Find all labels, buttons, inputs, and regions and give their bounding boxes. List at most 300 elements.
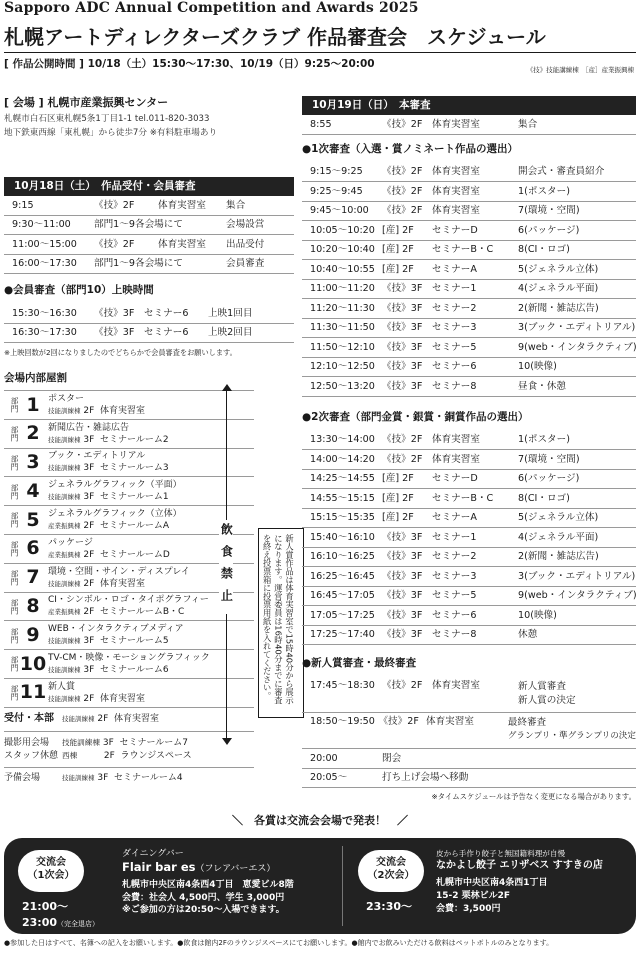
round2-row-col1: 《技》2F bbox=[382, 453, 423, 465]
round1-row-col0: 10:05～10:20 bbox=[310, 224, 375, 236]
divider bbox=[4, 52, 636, 53]
member-row-col2: セミナー6 bbox=[144, 307, 189, 319]
round2-row bbox=[302, 470, 636, 490]
round1-row-col1: 《技》3F bbox=[382, 380, 423, 392]
schedule-note: ※タイムスケジュールは予告なく変更になる場合があります。 bbox=[431, 792, 636, 801]
round1-row-col2: 体育実習室 bbox=[432, 166, 480, 177]
dept-bldg: 産業振興棟 bbox=[48, 608, 81, 617]
round1-row bbox=[302, 280, 636, 300]
dept-name: 環境・空間・サイン・ディスプレイ bbox=[48, 566, 190, 577]
dept-bldg: 技能訓練棟 bbox=[48, 579, 81, 588]
round2-row-col0: 16:25～16:45 bbox=[310, 570, 375, 582]
dept-row bbox=[4, 650, 254, 679]
party1-genre: ダイニングバー bbox=[122, 849, 184, 859]
round1-row bbox=[302, 377, 636, 397]
dept-name: 新人賞 bbox=[48, 681, 76, 692]
exhibit-time bbox=[4, 58, 375, 71]
dept-name: CI・シンボル・ロゴ・タイポグラフィー bbox=[48, 595, 209, 606]
dept-room: 体育実習室 bbox=[100, 405, 146, 416]
dept-floor: 2F bbox=[83, 405, 95, 416]
dept-name: TV-CM・映像・モーショングラフィック bbox=[48, 652, 210, 663]
venue-address: 札幌市白石区東札幌5条1丁目1-1 tel.011-820-3033 bbox=[4, 114, 210, 125]
final-a: 最終審査 bbox=[507, 717, 547, 728]
venue-block bbox=[4, 96, 292, 138]
round2-row-col2: セミナー3 bbox=[432, 570, 477, 582]
round1-row-col3: 4(ジェネラル平面) bbox=[518, 283, 599, 294]
dept-number: 9 bbox=[26, 623, 40, 646]
round2-row-col2: セミナー5 bbox=[432, 590, 477, 601]
round2-row-col1: 《技》3F bbox=[382, 609, 423, 621]
round1-row-col3: 開会式・審査員紹介 bbox=[518, 166, 605, 177]
final-bldg: 《技》2F bbox=[382, 680, 423, 691]
round1-row-col0: 11:20～11:30 bbox=[310, 302, 375, 314]
day2-row-col0: 8:55 bbox=[310, 118, 332, 130]
dept-bu-label: 部門 bbox=[10, 512, 19, 528]
round1-row-col3: 2(新聞・雑誌広告) bbox=[518, 302, 599, 314]
round1-row bbox=[302, 338, 636, 358]
arrow-up-icon bbox=[222, 384, 232, 391]
day2-header: 10月19日（日） 本審査 bbox=[302, 96, 636, 115]
member-row-col3: 上映2回目 bbox=[208, 327, 253, 338]
dept-bldg: 技能訓練棟 bbox=[48, 666, 81, 675]
round1-row-col3: 昼食・休憩 bbox=[518, 380, 566, 392]
dept-bldg: 技能訓練棟 bbox=[48, 464, 81, 473]
round2-row bbox=[302, 587, 636, 607]
notice-box bbox=[258, 528, 304, 718]
round1-row-col0: 11:00～11:20 bbox=[310, 283, 375, 294]
round1-row-col2: セミナーD bbox=[432, 224, 478, 236]
party1-badge: 交流会 （1次会） bbox=[18, 850, 84, 892]
dept-bldg: 技能訓練棟 bbox=[48, 406, 81, 415]
final-bldg: 《技》2F bbox=[378, 716, 419, 727]
dept-row bbox=[4, 564, 254, 593]
dept-number: 8 bbox=[26, 595, 40, 618]
day1-row-col2: 体育実習室 bbox=[158, 238, 206, 250]
round1-row-col3: 9(web・インタラクティブ) bbox=[518, 341, 637, 353]
venue-access: 地下鉄東西線「東札幌」から徒歩7分 ※有料駐車場あり bbox=[4, 127, 218, 138]
party2-info bbox=[436, 848, 632, 916]
dept-bldg: 産業振興棟 bbox=[48, 522, 81, 531]
party1-note: ※ご参加の方は20:50～入場できます。 bbox=[122, 905, 285, 916]
dept-room: セミナールーム3 bbox=[100, 463, 169, 474]
final-row bbox=[302, 713, 636, 749]
dept-name: ブック・エディトリアル bbox=[48, 451, 146, 462]
round2-row-col3: 7(環境・空間) bbox=[518, 453, 580, 465]
dept-floor: 3F bbox=[83, 492, 95, 503]
round1-row-col2: セミナー1 bbox=[432, 283, 477, 294]
round2-row bbox=[302, 489, 636, 509]
final-a: 新人賞審査 bbox=[518, 681, 566, 692]
member-row-col0: 16:30～17:30 bbox=[12, 327, 77, 338]
round1-row-col0: 10:20～10:40 bbox=[310, 244, 375, 255]
party1-time-end bbox=[22, 916, 99, 929]
party1-name: Flair bar es bbox=[122, 860, 196, 875]
party2-catch: 皮から手作り餃子と無国籍料理が自慢 bbox=[436, 849, 566, 858]
member-row-col1: 《技》3F bbox=[94, 327, 135, 338]
arrow-down-icon bbox=[222, 738, 232, 745]
round1-row-col1: 《技》2F bbox=[382, 185, 423, 197]
dept-row bbox=[4, 449, 254, 478]
round1-row-col2: セミナー3 bbox=[432, 322, 477, 333]
staff-rest-label: スタッフ休憩 bbox=[4, 750, 59, 761]
day1-row-col1: 部門1～9各会場にて bbox=[94, 219, 183, 230]
day1-row bbox=[4, 216, 294, 236]
dept-bu-label: 部門 bbox=[10, 397, 19, 413]
dept-row bbox=[4, 679, 254, 708]
dept-room: セミナールーム5 bbox=[100, 636, 169, 647]
no-eat-label: 飲食禁止 bbox=[219, 523, 234, 611]
round2-row bbox=[302, 606, 636, 626]
member-note: ※上映回数が2回になりましたのでどちらかで会員審査をお願いします。 bbox=[4, 348, 237, 357]
dept-bu-label: 部門 bbox=[10, 570, 19, 586]
reserve-floor: 3F bbox=[97, 773, 109, 784]
round1-row-col1: [産] 2F bbox=[382, 244, 414, 255]
round2-row-col1: [産] 2F bbox=[382, 473, 414, 484]
round1-row-col0: 11:30～11:50 bbox=[310, 322, 375, 333]
round2-row-col1: 《技》3F bbox=[382, 531, 423, 543]
dept-bldg: 産業振興棟 bbox=[48, 550, 81, 559]
round1-row-col3: 1(ポスター) bbox=[518, 185, 570, 197]
exhibit-hours: 10/18（土）15:30～17:30、10/19（日）9:25～20:00 bbox=[87, 58, 375, 70]
round1-row-col0: 9:45～10:00 bbox=[310, 205, 369, 216]
day1-row-col3: 集合 bbox=[226, 199, 246, 211]
round1-row-col3: 10(映像) bbox=[518, 361, 557, 372]
round2-row-col1: [産] 2F bbox=[382, 492, 414, 504]
round2-row-col0: 14:55～15:15 bbox=[310, 492, 375, 504]
day1-row-col0: 11:00～15:00 bbox=[12, 238, 77, 250]
round1-row-col3: 7(環境・空間) bbox=[518, 205, 580, 216]
closing-row-col1: 閉会 bbox=[382, 752, 402, 764]
round1-row-col1: 《技》2F bbox=[382, 166, 423, 177]
dept-floor: 3F bbox=[83, 463, 95, 474]
dept-number: 3 bbox=[26, 451, 40, 474]
round2-row-col1: 《技》3F bbox=[382, 629, 423, 640]
reception-bldg: 技能訓練棟 bbox=[62, 714, 95, 723]
dept-row bbox=[4, 621, 254, 650]
round1-row bbox=[302, 241, 636, 261]
round2-row-col0: 17:25～17:40 bbox=[310, 629, 375, 640]
party1-name-kana: （フレアバーエス） bbox=[195, 864, 276, 875]
round2-row bbox=[302, 548, 636, 568]
dept-name: パッケージ bbox=[48, 537, 93, 548]
round2-row-col3: 8(CI・ロゴ) bbox=[518, 492, 570, 504]
member-row bbox=[4, 304, 294, 324]
dept-floor: 2F bbox=[83, 578, 95, 589]
day2-row-col2: 体育実習室 bbox=[432, 118, 480, 130]
dept-room: 体育実習室 bbox=[100, 578, 146, 589]
round1-row-col3: 5(ジェネラル立体) bbox=[518, 263, 599, 275]
reserve-label: 予備会場 bbox=[4, 773, 41, 784]
round1-row-col1: [産] 2F bbox=[382, 263, 414, 275]
day1-row bbox=[4, 235, 294, 255]
round2-heading: ●2次審査（部門金賞・銀賞・銅賞作品の選出） bbox=[302, 410, 529, 423]
dept-row bbox=[4, 391, 254, 420]
dept-floor: 2F bbox=[83, 521, 95, 532]
round2-row bbox=[302, 431, 636, 451]
round1-row bbox=[302, 182, 636, 202]
photo-label: 撮影用会場 bbox=[4, 737, 50, 748]
round2-row-col2: セミナー8 bbox=[432, 629, 477, 640]
day1-row-col2: 体育実習室 bbox=[158, 199, 206, 211]
day1-row-col3: 会場設営 bbox=[226, 219, 265, 230]
dept-bldg: 技能訓練棟 bbox=[48, 435, 81, 444]
round2-row bbox=[302, 509, 636, 529]
dept-name: ポスター bbox=[48, 393, 85, 404]
day1-row-col0: 9:15 bbox=[12, 199, 34, 211]
round1-row-col1: [産] 2F bbox=[382, 224, 414, 236]
dept-floor: 2F bbox=[83, 549, 95, 560]
footer-note: ●参加した日はすべて、名簿への記入をお願いします。●飲食は館内2Fのラウンジスペースにてお願いします。●館内でお飲みいただける飲料はペットボトルのみとなります。 bbox=[4, 939, 554, 947]
round1-row-col0: 12:10～12:50 bbox=[310, 361, 375, 372]
dept-floor: 3F bbox=[83, 434, 95, 445]
round2-row bbox=[302, 626, 636, 646]
round2-row bbox=[302, 450, 636, 470]
day2-section bbox=[302, 96, 636, 802]
photo-bldg: 技能訓練棟 bbox=[62, 737, 100, 747]
dept-floor: 3F bbox=[83, 665, 95, 676]
dept-floor: 2F bbox=[83, 607, 95, 618]
closing-row-col1: 打ち上げ会場へ移動 bbox=[382, 772, 469, 783]
round2-row-col3: 9(web・インタラクティブ) bbox=[518, 590, 637, 601]
building-legend: 《技》技能講練棟 ［産］産業振興棟 bbox=[526, 66, 634, 74]
reserve-room: セミナールーム4 bbox=[114, 773, 183, 784]
round2-row-col2: セミナー2 bbox=[432, 551, 477, 562]
dept-heading: 会場内部屋割 bbox=[4, 372, 67, 384]
round2-row-col3: 5(ジェネラル立体) bbox=[518, 512, 599, 523]
dept-name: WEB・インタラクティブメディア bbox=[48, 624, 184, 635]
party1-address: 札幌市中央区南4条西4丁目 恵愛ビル8階 bbox=[122, 880, 294, 891]
round2-row-col0: 15:15～15:35 bbox=[310, 512, 375, 523]
day1-row-col1: 部門1～9各会場にて bbox=[94, 258, 183, 269]
round2-row-col3: 10(映像) bbox=[518, 609, 557, 621]
round1-row-col1: 《技》3F bbox=[382, 283, 423, 294]
party1-fee: 会費：社会人 4,500円、学生 3,000円 bbox=[122, 892, 285, 903]
round2-row-col3: 休憩 bbox=[518, 629, 538, 640]
dept-number: 2 bbox=[26, 422, 40, 445]
party1-end: 23:00 bbox=[22, 916, 58, 929]
dept-number: 10 bbox=[19, 652, 47, 675]
round1-row bbox=[302, 163, 636, 183]
round1-row-col1: 《技》2F bbox=[382, 205, 423, 216]
page-title: 札幌アートディレクターズクラブ 作品審査会 スケジュール bbox=[4, 25, 546, 49]
party-headline: ＼ 各賞は交流会会場で発表！ ／ bbox=[232, 814, 408, 827]
round2-row-col0: 16:45～17:05 bbox=[310, 590, 375, 601]
dept-room: セミナールーム6 bbox=[100, 665, 169, 676]
dept-number: 4 bbox=[26, 479, 40, 502]
round2-row-col0: 14:25～14:55 bbox=[310, 473, 375, 484]
day2-row-col1: 《技》2F bbox=[382, 118, 423, 130]
round1-row bbox=[302, 299, 636, 319]
dept-room: セミナールームD bbox=[100, 549, 170, 560]
final-b: 新人賞の決定 bbox=[518, 695, 576, 707]
dept-room: 体育実習室 bbox=[100, 693, 146, 704]
round1-row-col0: 10:40～10:55 bbox=[310, 263, 375, 275]
round1-row bbox=[302, 358, 636, 378]
member-row-col2: セミナー6 bbox=[144, 327, 189, 338]
round1-row-col2: セミナー8 bbox=[432, 380, 477, 392]
round2-row-col2: 体育実習室 bbox=[432, 453, 480, 465]
round2-row-col3: 2(新聞・雑誌広告) bbox=[518, 551, 599, 562]
round1-row bbox=[302, 319, 636, 339]
party2-badge: 交流会 （2次会） bbox=[358, 850, 424, 892]
dept-row bbox=[4, 506, 254, 535]
round1-row bbox=[302, 202, 636, 222]
dept-floor: 2F bbox=[83, 693, 95, 704]
dept-bu-label: 部門 bbox=[10, 483, 19, 499]
reception-room: 体育実習室 bbox=[114, 713, 160, 724]
round2-row-col0: 17:05～17:25 bbox=[310, 609, 375, 621]
venue-label: [ 会場 ] 札幌市産業振興センター bbox=[4, 96, 169, 109]
round1-row-col2: 体育実習室 bbox=[432, 205, 480, 216]
party2-name: なかよし餃子 エリザベス すすきの店 bbox=[436, 860, 603, 871]
dept-bldg: 技能訓練棟 bbox=[48, 694, 81, 703]
party2-fee: 会費：3,500円 bbox=[436, 903, 501, 914]
dept-bu-label: 部門 bbox=[10, 685, 19, 701]
dept-room: セミナールーム2 bbox=[100, 434, 169, 445]
round1-row bbox=[302, 221, 636, 241]
day2-row bbox=[302, 115, 636, 135]
round1-row-col1: 《技》3F bbox=[382, 322, 423, 333]
day1-row-col1: 《技》2F bbox=[94, 199, 135, 211]
round2-row-col0: 15:40～16:10 bbox=[310, 531, 375, 543]
dept-name: ジェネラルグラフィック（立体） bbox=[48, 508, 182, 519]
round2-row-col0: 13:30～14:00 bbox=[310, 434, 375, 445]
dept-bu-label: 部門 bbox=[10, 426, 19, 442]
dept-bu-label: 部門 bbox=[10, 454, 19, 471]
round2-row bbox=[302, 528, 636, 548]
day1-row-col3: 出品受付 bbox=[226, 238, 265, 250]
final-time: 17:45～18:30 bbox=[310, 680, 375, 691]
member-heading: ●会員審査（部門10）上映時間 bbox=[4, 284, 154, 296]
reception-label: 受付・本部 bbox=[4, 713, 54, 725]
round2-row-col2: セミナー1 bbox=[432, 531, 477, 543]
closing-row bbox=[302, 769, 636, 789]
dept-number: 6 bbox=[26, 537, 40, 560]
party2-time: 23:30～ bbox=[366, 900, 413, 913]
dept-bldg: 技能訓練棟 bbox=[48, 637, 81, 646]
closing-row-col0: 20:05～ bbox=[310, 772, 348, 783]
round1-row-col2: セミナー6 bbox=[432, 361, 477, 372]
round2-row-col2: セミナーD bbox=[432, 473, 478, 484]
day2-row-col3: 集合 bbox=[518, 118, 538, 130]
day1-row bbox=[4, 196, 294, 216]
round1-row-col2: セミナーA bbox=[432, 263, 477, 275]
dept-room: セミナールームB・C bbox=[100, 607, 185, 618]
round2-row-col3: 6(パッケージ) bbox=[518, 473, 580, 484]
dept-floor: 3F bbox=[83, 636, 95, 647]
party-panel bbox=[4, 838, 636, 934]
round1-row-col3: 3(ブック・エディトリアル) bbox=[518, 322, 636, 333]
round2-row-col0: 16:10～16:25 bbox=[310, 551, 375, 562]
round1-row-col1: 《技》3F bbox=[382, 361, 423, 372]
dept-number: 11 bbox=[19, 681, 47, 704]
staff-rest-bldg: 西棟 bbox=[62, 750, 78, 760]
reserve-bldg: 技能訓練棟 bbox=[62, 774, 95, 783]
staff-rest-room: ラウンジスペース bbox=[120, 750, 192, 761]
round1-row-col0: 11:50～12:10 bbox=[310, 341, 375, 353]
round2-row-col0: 14:00～14:20 bbox=[310, 453, 375, 465]
party1-info bbox=[122, 848, 332, 916]
round1-row-col0: 9:25～9:45 bbox=[310, 185, 363, 197]
member-row-col0: 15:30～16:30 bbox=[12, 307, 77, 319]
dept-number: 5 bbox=[26, 508, 40, 531]
final-row bbox=[302, 677, 636, 713]
notice-text: 新人賞作品は体育実習室で15時40分から展示になります。運営委員は16時40分までに審査を終え投票箱に投票用紙を入れてください。 bbox=[262, 534, 295, 705]
round1-row-col2: セミナーB・C bbox=[432, 244, 494, 255]
round1-row-col2: セミナー5 bbox=[432, 341, 477, 353]
round2-row-col1: 《技》2F bbox=[382, 434, 423, 445]
day1-row-col0: 16:00～17:30 bbox=[12, 258, 77, 269]
round2-row-col2: 体育実習室 bbox=[432, 434, 480, 445]
round1-row-col0: 12:50～13:20 bbox=[310, 380, 375, 392]
final-room: 体育実習室 bbox=[426, 716, 474, 727]
dept-bu-label: 部門 bbox=[10, 656, 19, 672]
round2-row-col1: 《技》3F bbox=[382, 590, 423, 601]
round1-row bbox=[302, 260, 636, 280]
round2-row-col1: 《技》3F bbox=[382, 551, 423, 562]
dept-section bbox=[4, 372, 254, 790]
final-time: 18:50～19:50 bbox=[310, 716, 375, 727]
round1-row-col3: 6(パッケージ) bbox=[518, 224, 580, 236]
dept-row bbox=[4, 477, 254, 506]
round2-row-col2: セミナーA bbox=[432, 512, 477, 523]
dept-bu-label: 部門 bbox=[10, 541, 19, 557]
round1-heading: ●1次審査（入選・賞ノミネート作品の選出） bbox=[302, 142, 518, 155]
party2-address1: 札幌市中央区南4条西1丁目 bbox=[436, 877, 548, 888]
reception-floor: 2F bbox=[97, 713, 109, 724]
round1-row-col2: セミナー2 bbox=[432, 302, 477, 314]
party1-time-start: 21:00～ bbox=[22, 900, 69, 913]
day1-header: 10月18日（土） 作品受付・会員審査 bbox=[4, 177, 294, 196]
round2-row bbox=[302, 567, 636, 587]
closing-row-col0: 20:00 bbox=[310, 752, 338, 764]
dept-bldg: 技能訓練棟 bbox=[48, 493, 81, 502]
dept-bu-label: 部門 bbox=[10, 598, 19, 615]
dept-row bbox=[4, 420, 254, 449]
member-row-col3: 上映1回目 bbox=[208, 307, 253, 319]
round1-row-col0: 9:15～9:25 bbox=[310, 166, 363, 177]
day1-row-col1: 《技》2F bbox=[94, 238, 135, 250]
round2-row-col3: 3(ブック・エディトリアル) bbox=[518, 570, 636, 582]
member-row-col1: 《技》3F bbox=[94, 307, 135, 319]
dept-row bbox=[4, 535, 254, 564]
round2-row-col3: 4(ジェネラル平面) bbox=[518, 531, 599, 543]
round2-row-col3: 1(ポスター) bbox=[518, 434, 570, 445]
round2-row-col1: [産] 2F bbox=[382, 512, 414, 523]
party1-end-note: （完全退店） bbox=[57, 920, 100, 928]
photo-row bbox=[4, 732, 254, 768]
title-en: Sapporo ADC Annual Competition and Awards 2025 bbox=[4, 0, 419, 16]
final-heading: ●新人賞審査・最終審査 bbox=[302, 657, 417, 669]
reception-row bbox=[4, 708, 254, 732]
photo-room: セミナールーム7 bbox=[119, 737, 189, 748]
round2-row-col1: 《技》3F bbox=[382, 570, 423, 582]
party2-address2: 15-2 栗林ビル2F bbox=[436, 890, 511, 901]
round1-row-col3: 8(CI・ロゴ) bbox=[518, 244, 570, 255]
final-room: 体育実習室 bbox=[432, 680, 480, 691]
exhibit-label: [ 作品公開時間 ] bbox=[4, 58, 84, 70]
round2-row-col2: セミナー6 bbox=[432, 609, 477, 621]
dept-number: 7 bbox=[26, 566, 40, 589]
dept-row bbox=[4, 593, 254, 622]
closing-row bbox=[302, 749, 636, 769]
reserve-row bbox=[4, 768, 254, 790]
dept-name: 新聞広告・雑誌広告 bbox=[48, 422, 130, 433]
round2-row-col2: セミナーB・C bbox=[432, 492, 494, 504]
party-divider bbox=[342, 846, 343, 926]
staff-rest-floor: 2F bbox=[103, 750, 115, 761]
round1-row-col1: 《技》3F bbox=[382, 341, 423, 353]
